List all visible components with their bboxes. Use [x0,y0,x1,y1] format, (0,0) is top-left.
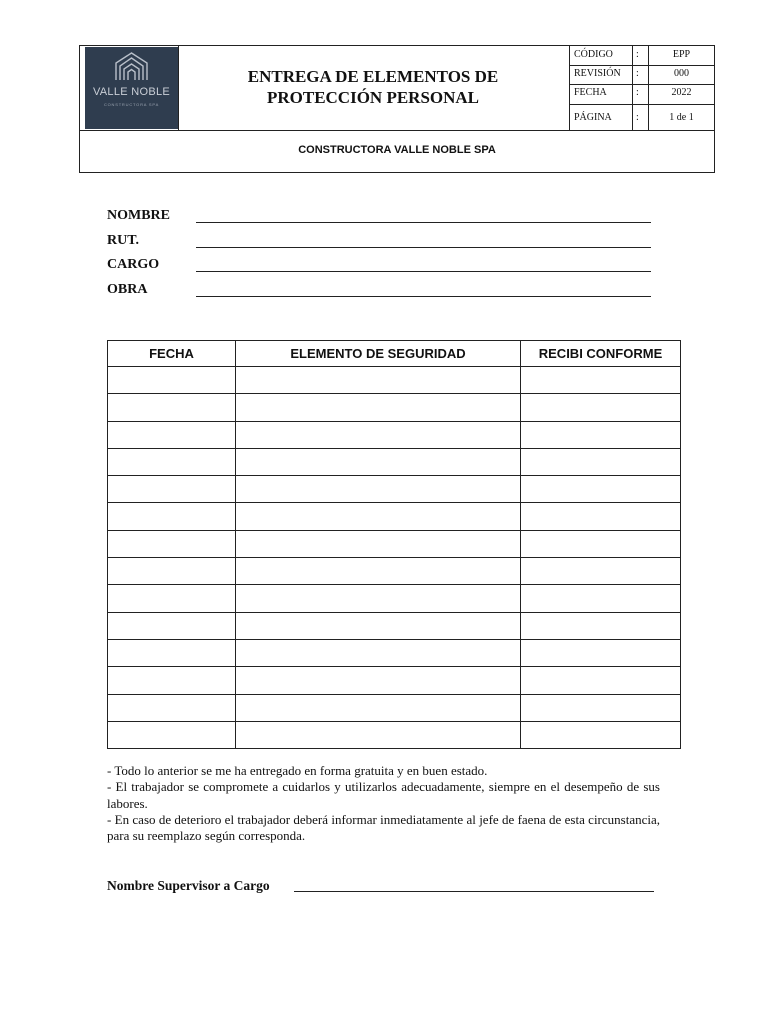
elemento-cell[interactable] [236,421,521,448]
header-top-row [80,46,714,131]
meta-label: FECHA [574,87,607,98]
table-row [108,367,681,394]
fecha-cell[interactable] [108,558,236,585]
recibi-cell[interactable] [521,585,681,612]
logo-subtitle: CONSTRUCTORA SPA [103,102,160,107]
meta-row-pagina [570,104,715,130]
fecha-cell[interactable] [108,639,236,666]
meta-colon: : [636,87,639,98]
elemento-cell[interactable] [236,721,521,748]
recibi-cell[interactable] [521,394,681,421]
logo-wordmark: VALLE NOBLE [92,86,171,98]
elemento-cell[interactable] [236,476,521,503]
recibi-cell[interactable] [521,667,681,694]
table-row [108,694,681,721]
elemento-cell[interactable] [236,639,521,666]
field-label: RUT. [107,232,140,248]
table-row [108,421,681,448]
table-row [108,448,681,475]
terms-notes [107,763,660,844]
obra-input-line[interactable] [196,296,651,297]
fecha-cell[interactable] [108,530,236,557]
supervisor-signature [107,878,667,898]
recibi-cell[interactable] [521,694,681,721]
meta-label: REVISIÓN [574,68,621,79]
table-header-row [108,341,681,367]
meta-value: EPP [672,49,691,60]
supervisor-input-line[interactable] [294,891,654,892]
elemento-cell[interactable] [236,503,521,530]
table-row [108,476,681,503]
recibi-cell[interactable] [521,639,681,666]
fecha-cell[interactable] [108,421,236,448]
rut-input-line[interactable] [196,247,651,248]
fecha-cell[interactable] [108,721,236,748]
recibi-cell[interactable] [521,721,681,748]
meta-colon: : [636,68,639,79]
field-label: CARGO [107,257,160,273]
fecha-cell[interactable] [108,503,236,530]
elemento-cell[interactable] [236,558,521,585]
column-header-recibi: RECIBI CONFORME [521,341,681,367]
recibi-cell[interactable] [521,421,681,448]
note-item: - En caso de deterioro el trabajador deberá informar inmediatamente al jefe de faena de esta circunstancia, para su reemplazo según corresponda. [107,811,660,844]
field-label: NOMBRE [107,208,170,223]
table-row [108,721,681,748]
cargo-input-line[interactable] [196,271,651,272]
meta-row-codigo [570,46,715,66]
recibi-cell[interactable] [521,558,681,585]
elemento-cell[interactable] [236,694,521,721]
fecha-cell[interactable] [108,367,236,394]
elemento-cell[interactable] [236,367,521,394]
table-row [108,530,681,557]
note-item: - El trabajador se compromete a cuidarlos y utilizarlos adecuadamente, siempre en el desempeño de sus labores. [107,779,660,811]
document-header [79,45,715,173]
elemento-cell[interactable] [236,530,521,557]
recibi-cell[interactable] [521,530,681,557]
logo-divider [178,46,179,130]
meta-colon: : [636,49,639,60]
recibi-cell[interactable] [521,503,681,530]
table-body [108,367,681,749]
elemento-cell[interactable] [236,394,521,421]
fecha-cell[interactable] [108,612,236,639]
field-label: OBRA [107,281,148,297]
table-row [108,558,681,585]
elemento-cell[interactable] [236,448,521,475]
column-header-fecha: FECHA [108,341,236,367]
fecha-cell[interactable] [108,667,236,694]
table-row [108,394,681,421]
fecha-cell[interactable] [108,585,236,612]
fecha-cell[interactable] [108,694,236,721]
fecha-cell[interactable] [108,448,236,475]
recibi-cell[interactable] [521,367,681,394]
table-row [108,639,681,666]
meta-value: 2022 [671,87,692,98]
company-name: CONSTRUCTORA VALLE NOBLE SPA [298,144,496,156]
table-row [108,612,681,639]
table-row [108,667,681,694]
meta-label: CÓDIGO [574,49,613,60]
recibi-cell[interactable] [521,612,681,639]
meta-label: PÁGINA [574,112,612,123]
title-line-1: ENTREGA DE ELEMENTOS DE [247,67,499,86]
column-header-elemento: ELEMENTO DE SEGURIDAD [236,341,521,367]
fecha-cell[interactable] [108,476,236,503]
company-logo [85,47,178,129]
fecha-cell[interactable] [108,394,236,421]
table-row [108,503,681,530]
recibi-cell[interactable] [521,448,681,475]
note-item: - Todo lo anterior se me ha entregado en forma gratuita y en buen estado. [107,763,488,778]
document-meta-table [569,46,715,130]
meta-row-fecha [570,84,715,105]
elemento-cell[interactable] [236,585,521,612]
meta-row-revision [570,65,715,85]
table-row [108,585,681,612]
meta-value: 000 [674,68,689,79]
elemento-cell[interactable] [236,667,521,694]
title-line-2: PROTECCIÓN PERSONAL [266,88,480,107]
recibi-cell[interactable] [521,476,681,503]
supervisor-label: Nombre Supervisor a Cargo [107,878,270,893]
meta-value: 1 de 1 [669,112,694,123]
document-title [200,66,546,108]
delivery-table [107,340,681,749]
nombre-input-line[interactable] [196,222,651,223]
meta-colon: : [636,112,639,123]
elemento-cell[interactable] [236,612,521,639]
